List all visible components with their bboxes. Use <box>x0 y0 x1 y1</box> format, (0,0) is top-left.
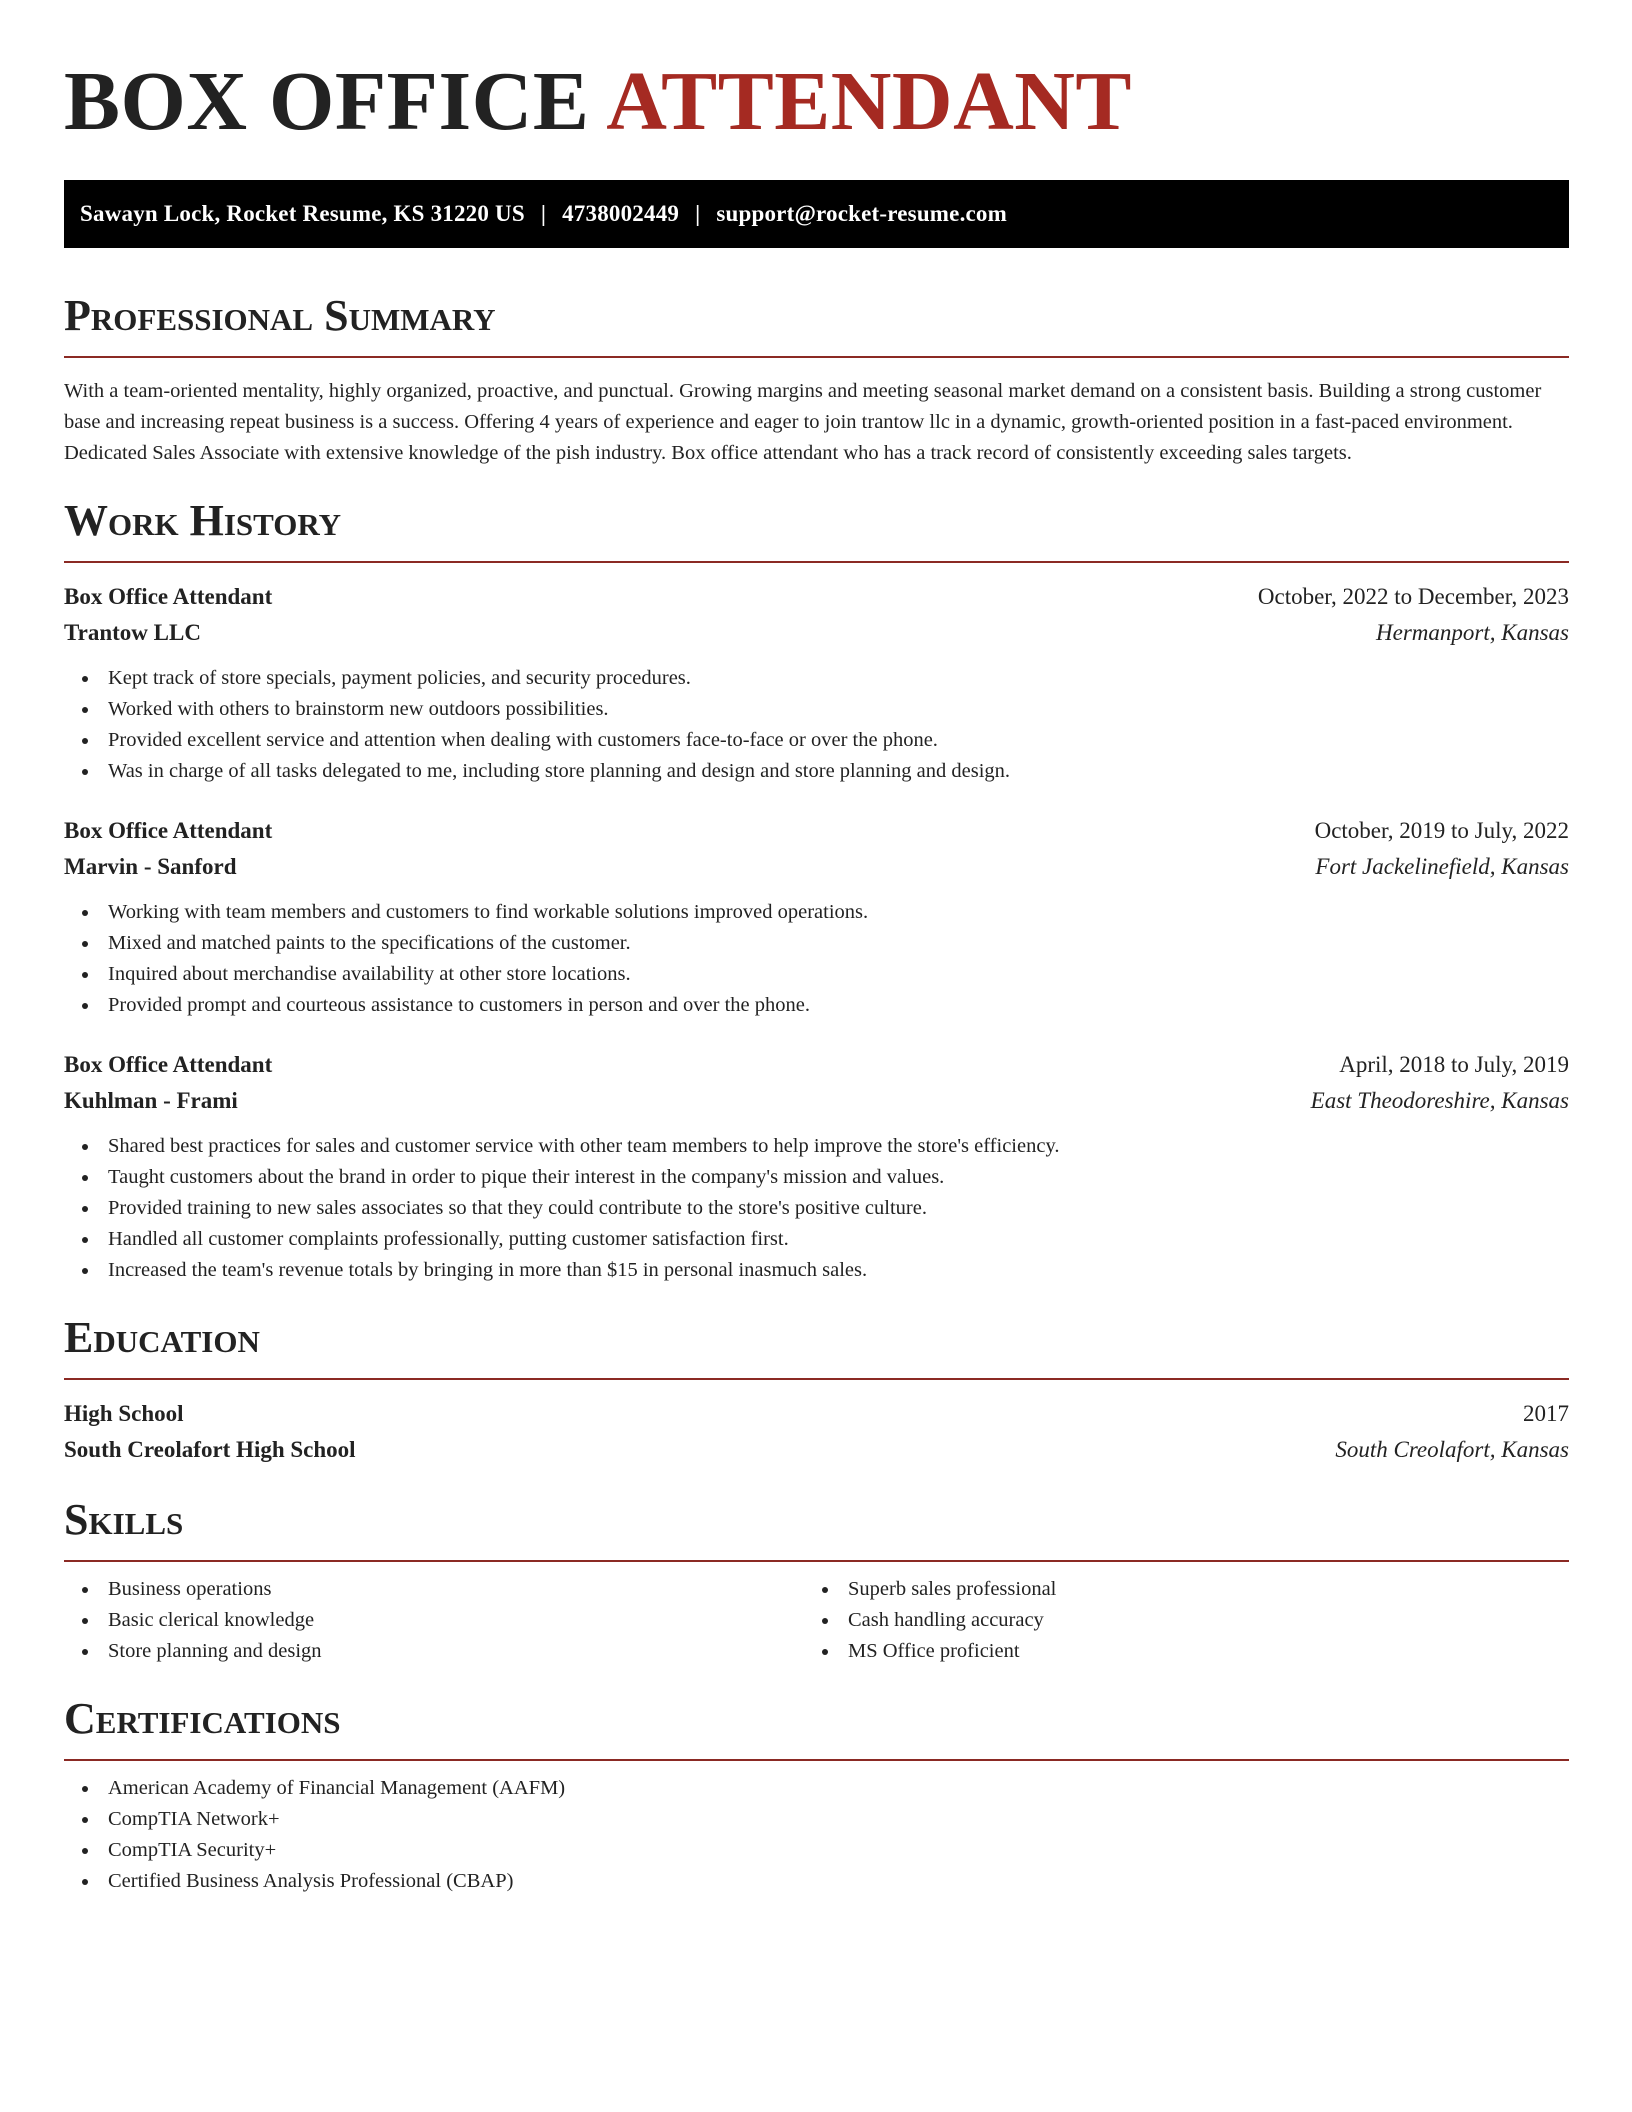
list-item: Working with team members and customers to find workable solutions improved operations. <box>108 897 1569 928</box>
education-school: South Creolafort High School <box>64 1437 356 1462</box>
list-item: Store planning and design <box>108 1636 804 1667</box>
contact-address: Sawayn Lock, Rocket Resume, KS 31220 US <box>80 201 525 226</box>
section-heading: Certifications <box>64 1694 341 1743</box>
list-item: American Academy of Financial Management (AAFM) <box>108 1773 1569 1804</box>
job-dates: October, 2019 to July, 2022 <box>1314 818 1569 843</box>
education-location: South Creolafort, Kansas <box>1335 1437 1569 1462</box>
section-divider <box>64 1378 1569 1380</box>
section-divider <box>64 1759 1569 1761</box>
section-heading: Professional Summary <box>64 291 496 340</box>
contact-phone: 4738002449 <box>562 201 680 226</box>
education-header-row <box>64 1396 1569 1432</box>
job-header-row <box>64 813 1569 849</box>
job-entry <box>64 1047 1569 1286</box>
list-item: Provided excellent service and attention when dealing with customers face-to-face or over the phone. <box>108 725 1569 756</box>
job-entry <box>64 579 1569 787</box>
list-item: Handled all customer complaints professionally, putting customer satisfaction first. <box>108 1224 1569 1255</box>
job-company-row <box>64 615 1569 651</box>
list-item: Superb sales professional <box>848 1574 1544 1605</box>
certifications-section <box>64 1693 1569 1897</box>
job-company: Kuhlman - Frami <box>64 1088 238 1113</box>
job-company: Marvin - Sanford <box>64 854 237 879</box>
list-item: Cash handling accuracy <box>848 1605 1544 1636</box>
certifications-list <box>64 1773 1569 1897</box>
skills-section <box>64 1494 1569 1667</box>
list-item: Inquired about merchandise availability at other store locations. <box>108 959 1569 990</box>
list-item: Increased the team's revenue totals by bringing in more than $15 in personal inasmuch sales. <box>108 1255 1569 1286</box>
contact-separator: | <box>695 201 701 226</box>
contact-email: support@rocket-resume.com <box>716 201 1007 226</box>
job-location: East Theodoreshire, Kansas <box>1310 1088 1569 1113</box>
skills-grid <box>64 1574 1569 1667</box>
job-location: Fort Jackelinefield, Kansas <box>1315 854 1569 879</box>
job-company-row <box>64 849 1569 885</box>
list-item: Provided prompt and courteous assistance to customers in person and over the phone. <box>108 990 1569 1021</box>
job-company: Trantow LLC <box>64 620 201 645</box>
list-item: Taught customers about the brand in order to pique their interest in the company's mission and values. <box>108 1162 1569 1193</box>
list-item: Kept track of store specials, payment policies, and security procedures. <box>108 663 1569 694</box>
list-item: Mixed and matched paints to the specifications of the customer. <box>108 928 1569 959</box>
education-degree: High School <box>64 1401 184 1426</box>
job-bullets <box>64 897 1569 1021</box>
job-dates: April, 2018 to July, 2019 <box>1339 1052 1569 1077</box>
job-location: Hermanport, Kansas <box>1376 620 1569 645</box>
list-item: Was in charge of all tasks delegated to me, including store planning and design and store planning and design. <box>108 756 1569 787</box>
education-entry <box>64 1396 1569 1468</box>
section-divider <box>64 1560 1569 1562</box>
job-bullets <box>64 1131 1569 1286</box>
list-item: Worked with others to brainstorm new outdoors possibilities. <box>108 694 1569 725</box>
list-item: Provided training to new sales associates so that they could contribute to the store's positive culture. <box>108 1193 1569 1224</box>
education-school-row <box>64 1432 1569 1468</box>
job-entry <box>64 813 1569 1021</box>
list-item: CompTIA Security+ <box>108 1835 1569 1866</box>
summary-section <box>64 290 1569 469</box>
job-title: Box Office Attendant <box>64 584 273 609</box>
list-item: Basic clerical knowledge <box>108 1605 804 1636</box>
job-header-row <box>64 1047 1569 1083</box>
summary-text: With a team-oriented mentality, highly organized, proactive, and punctual. Growing margins and meeting seasonal market demand on a consistent basis. Building a strong customer base and increasing repeat business is a success. Offering 4 years of experience and eager to join trantow llc in a dynamic, growth-oriented position in a fast-paced environment. Dedicated Sales Associate with extensive knowledge of the pish industry. Box office attendant who has a track record of consistently exceeding sales targets. <box>64 380 1542 464</box>
title-part-2: ATTENDANT <box>606 55 1132 148</box>
job-title: Box Office Attendant <box>64 818 273 843</box>
section-heading: Skills <box>64 1495 184 1544</box>
job-company-row <box>64 1083 1569 1119</box>
section-divider <box>64 356 1569 358</box>
contact-separator: | <box>540 201 547 226</box>
skills-list-left <box>64 1574 804 1667</box>
job-bullets <box>64 663 1569 787</box>
job-header-row <box>64 579 1569 615</box>
education-section <box>64 1312 1569 1468</box>
skills-list-right <box>804 1574 1544 1667</box>
job-dates: October, 2022 to December, 2023 <box>1257 584 1569 609</box>
list-item: Business operations <box>108 1574 804 1605</box>
work-history-section <box>64 495 1569 1286</box>
section-divider <box>64 561 1569 563</box>
list-item: MS Office proficient <box>848 1636 1544 1667</box>
title-part-1: BOX OFFICE <box>64 55 590 148</box>
resume-title <box>64 52 1569 152</box>
list-item: Certified Business Analysis Professional (CBAP) <box>108 1866 1569 1897</box>
list-item: Shared best practices for sales and customer service with other team members to help improve the store's efficiency. <box>108 1131 1569 1162</box>
job-title: Box Office Attendant <box>64 1052 273 1077</box>
section-heading: Work History <box>64 496 342 545</box>
contact-bar <box>64 180 1569 248</box>
section-heading: Education <box>64 1313 260 1362</box>
list-item: CompTIA Network+ <box>108 1804 1569 1835</box>
education-year: 2017 <box>1523 1401 1569 1426</box>
